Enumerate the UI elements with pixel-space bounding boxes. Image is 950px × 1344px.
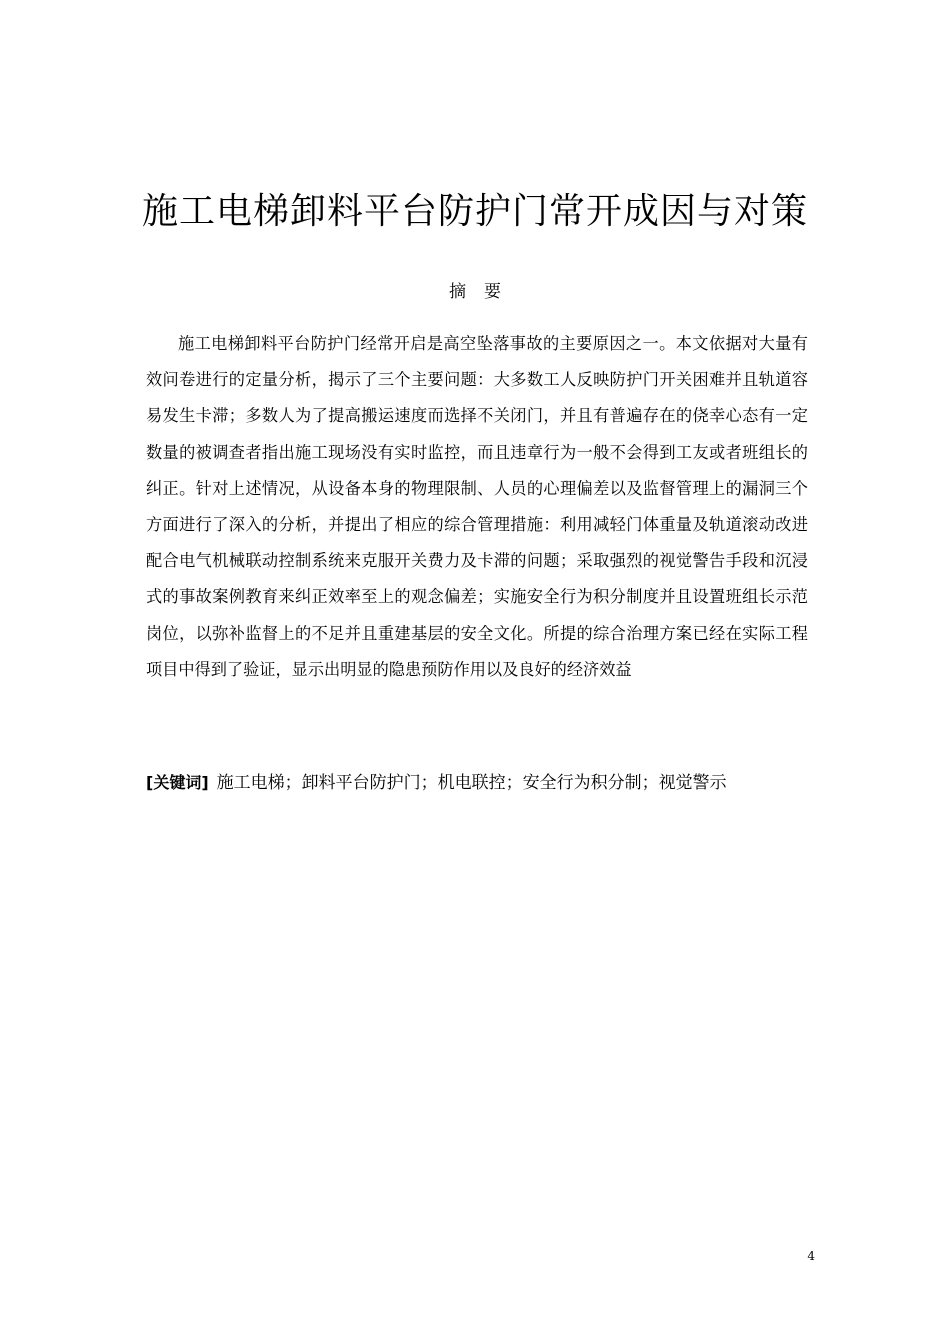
keywords-text: 施工电梯；卸料平台防护门；机电联控；安全行为积分制；视觉警示 bbox=[216, 773, 727, 793]
keywords-line bbox=[146, 768, 846, 798]
document-title: 施工电梯卸料平台防护门常开成因与对策 bbox=[141, 191, 808, 232]
keywords-label: [关键词] bbox=[146, 773, 209, 792]
abstract-body: 施工电梯卸料平台防护门经常开启是高空坠落事故的主要原因之一。本文依据对大量有效问卷进行的定量分析，揭示了三个主要问题：大多数工人反映防护门开关困难并且轨道容易发生卡滞；多数人为了提高搬运速度而选择不关闭门，并且有普遍存在的侥幸心态有一定数量的被调查者指出施工现场没有实时监控，而且违章行为一般不会得到工友或者班组长的纠正。针对上述情况，从设备本身的物理限制、人员的心理偏差以及监督管理上的漏洞三个方面进行了深入的分析，并提出了相应的综合管理措施：利用减轻门体重量及轨道滚动改进配合电气机械联动控制系统来克服开关费力及卡滞的问题；采取强烈的视觉警告手段和沉浸式的事故案例教育来纠正效率至上的观念偏差；实施安全行为积分制度并且设置班组长示范岗位，以弥补监督上的不足并且重建基层的安全文化。所提的综合治理方案已经在实际工程项目中得到了验证，显示出明显的隐患预防作用以及良好的经济效益 bbox=[146, 334, 808, 679]
page-number: 4 bbox=[807, 1249, 815, 1263]
abstract-heading: 摘要 bbox=[449, 282, 519, 302]
